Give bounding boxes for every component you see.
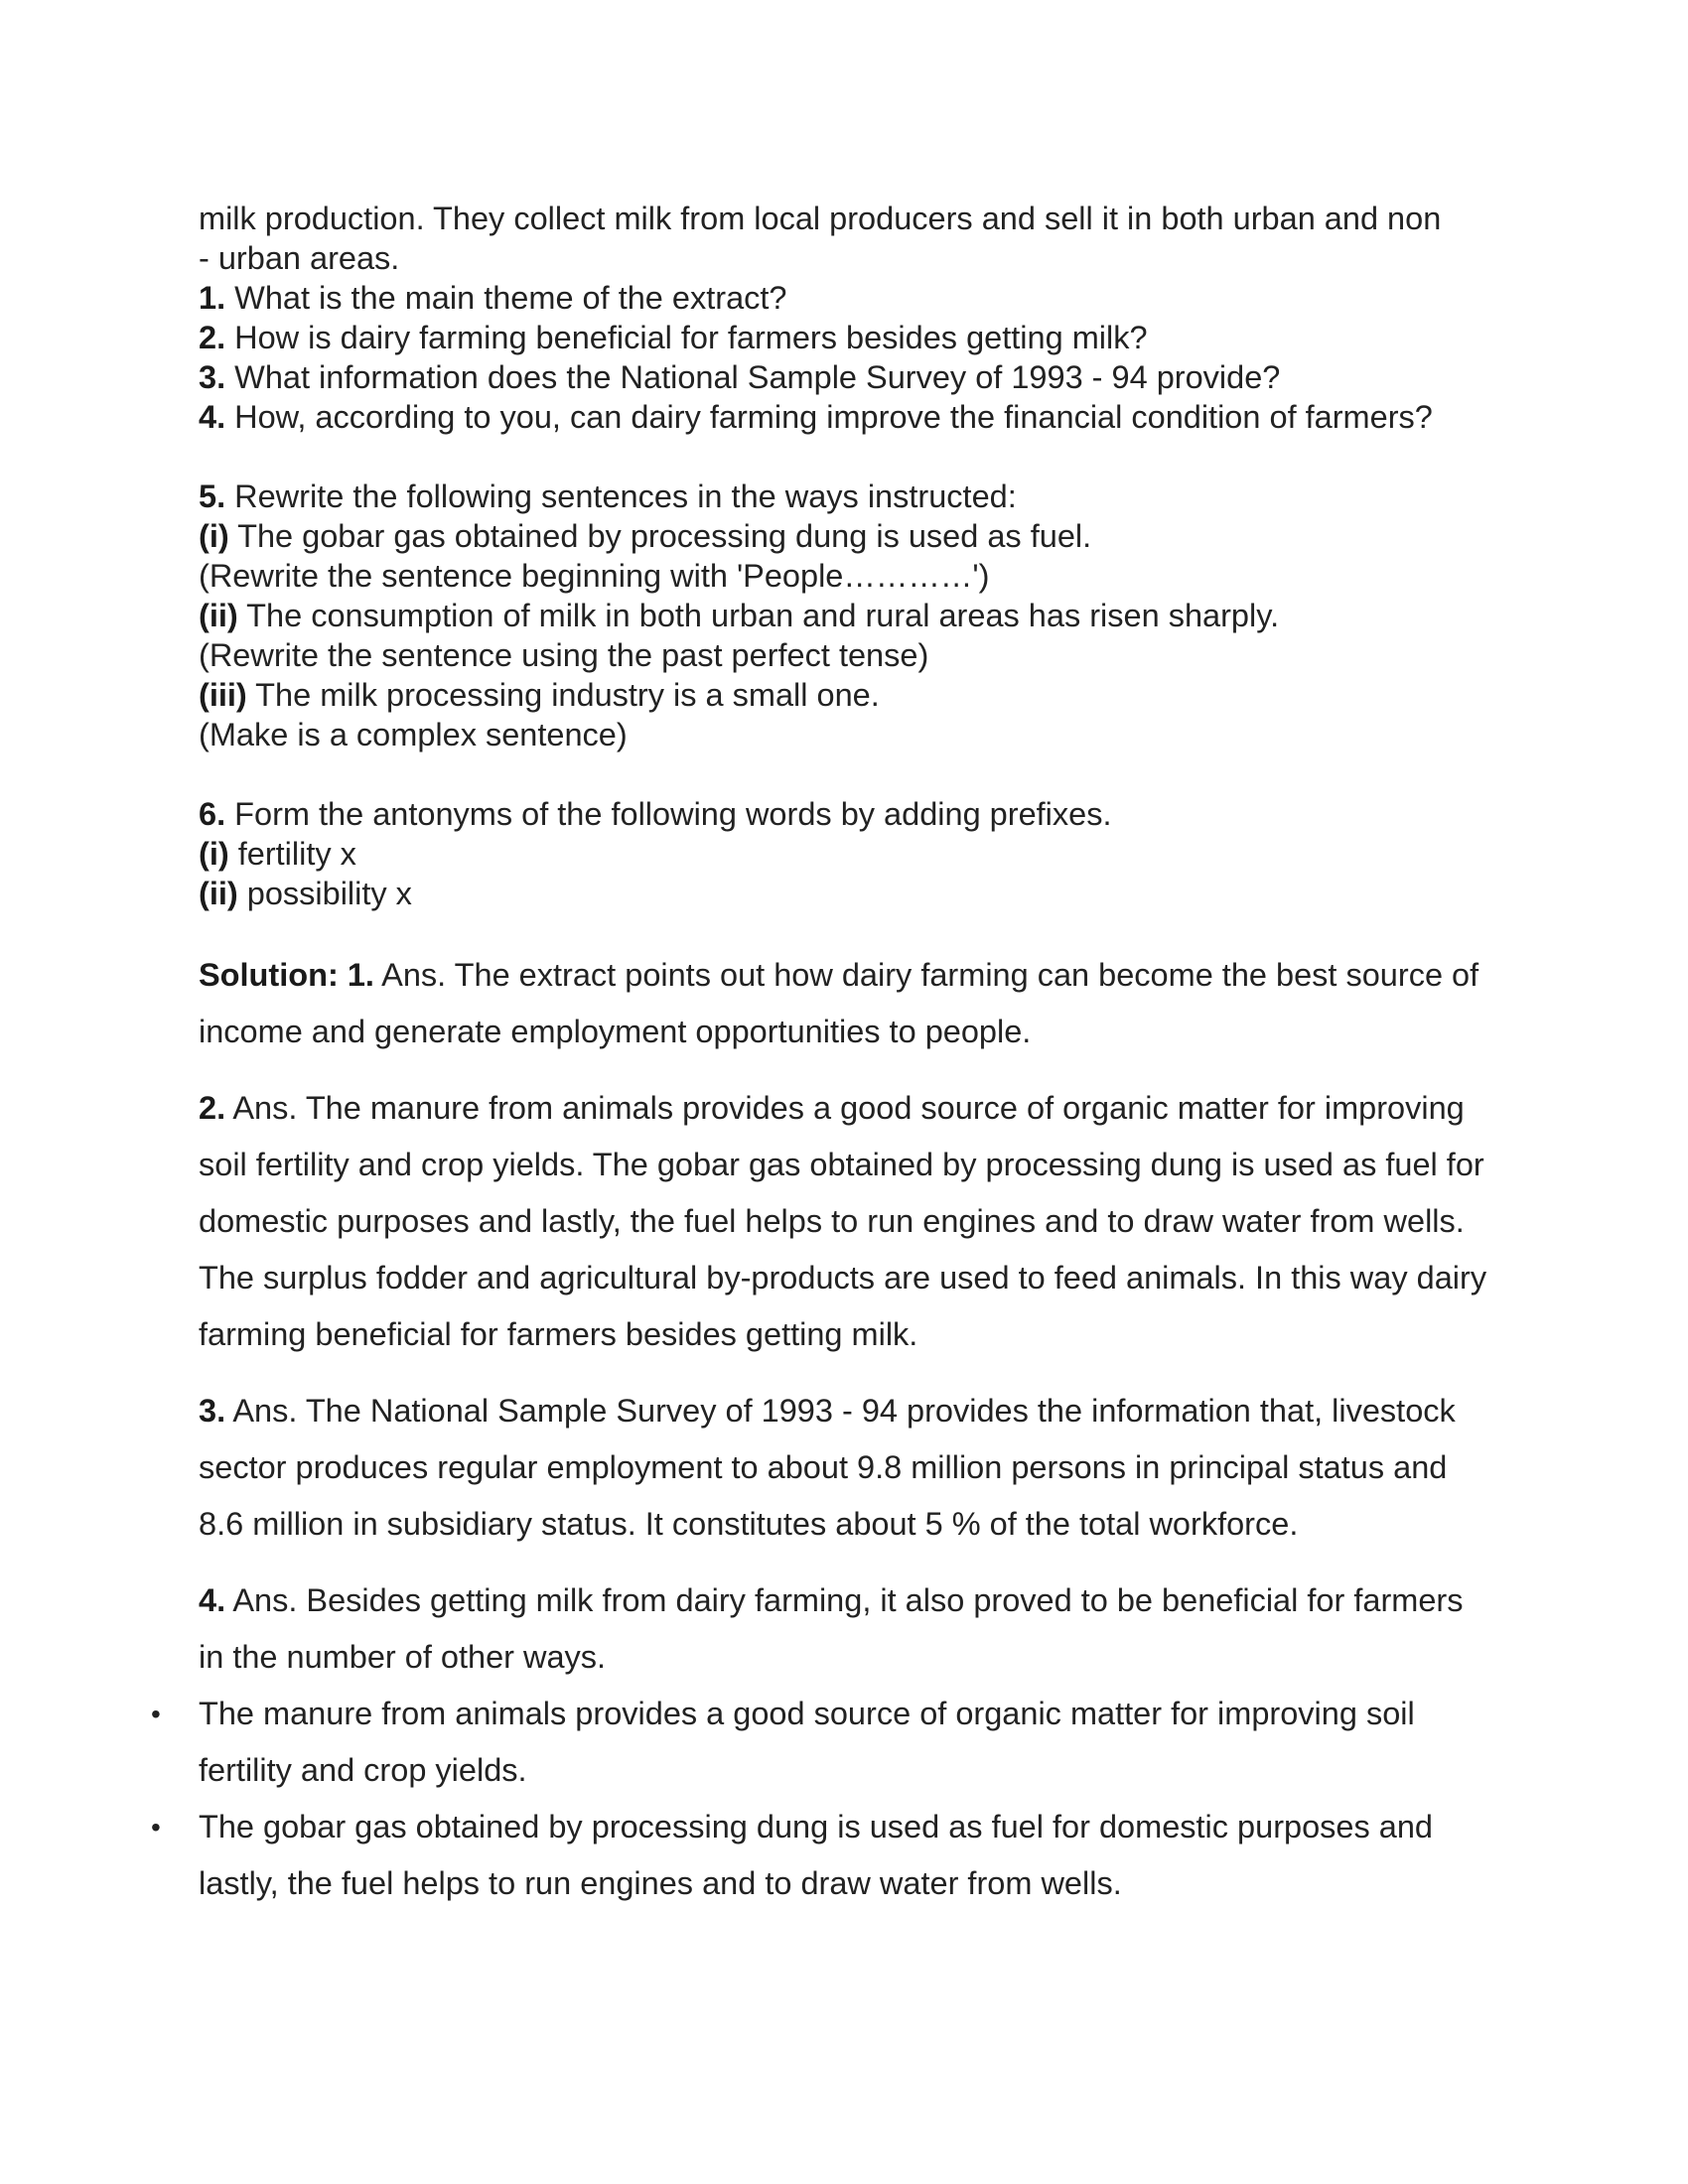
question-text: What is the main theme of the extract? bbox=[225, 280, 787, 316]
q5-item-i bbox=[199, 516, 1489, 556]
intro-line: - urban areas. bbox=[199, 240, 400, 276]
answer-text: Ans. The extract points out how dairy farming can become the best source of income and generate employment opportunities to people. bbox=[199, 957, 1479, 1049]
answer-text: Ans. The National Sample Survey of 1993 - 94 provides the information that, livestock sector produces regular employment to about 9.8 million persons in principal status and 8.6 million in subsidiary status. It constitutes about 5 % of the total workforce. bbox=[199, 1393, 1456, 1542]
questions-section bbox=[199, 199, 1489, 913]
q5-item-iii bbox=[199, 675, 1489, 715]
item-number: (iii) bbox=[199, 677, 247, 713]
question-number: 1. bbox=[199, 280, 226, 316]
solution-label: Solution: 1. bbox=[199, 957, 374, 993]
answer-3 bbox=[199, 1383, 1489, 1553]
question-text: How, according to you, can dairy farming improve the financial condition of farmers? bbox=[225, 399, 1433, 435]
item-number: (i) bbox=[199, 836, 229, 872]
item-text: fertility x bbox=[228, 836, 356, 872]
q5-item-i-instruction: (Rewrite the sentence beginning with 'People…………') bbox=[199, 558, 990, 594]
question-text: Rewrite the following sentences in the ways instructed: bbox=[225, 478, 1017, 514]
list-item bbox=[151, 1799, 1489, 1912]
question-3 bbox=[199, 357, 1489, 397]
list-item-text: The manure from animals provides a good source of organic matter for improving soil fertility and crop yields. bbox=[199, 1696, 1415, 1788]
answer-2 bbox=[199, 1080, 1489, 1363]
item-text: The gobar gas obtained by processing dung is used as fuel. bbox=[228, 518, 1092, 554]
list-item bbox=[151, 1686, 1489, 1799]
question-text: How is dairy farming beneficial for farmers besides getting milk? bbox=[225, 320, 1148, 355]
question-number: 2. bbox=[199, 320, 226, 355]
question-text: Form the antonyms of the following words by adding prefixes. bbox=[225, 796, 1112, 832]
item-number: (i) bbox=[199, 518, 229, 554]
answer-text: Ans. The manure from animals provides a good source of organic matter for improving soil fertility and crop yields. The gobar gas obtained by processing dung is used as fuel for domestic purposes and lastly, the fuel helps to run engines and to draw water from wells. The surplus fodder and agricultural by-products are used to feed animals. In this way dairy farming beneficial for farmers besides getting milk. bbox=[199, 1090, 1487, 1352]
question-number: 4. bbox=[199, 399, 226, 435]
answer-4 bbox=[199, 1572, 1489, 1686]
bullet-icon: • bbox=[151, 1812, 161, 1843]
intro-line: milk production. They collect milk from local producers and sell it in both urban and non bbox=[199, 201, 1442, 236]
item-number: (ii) bbox=[199, 876, 238, 911]
answer-number: 4. bbox=[199, 1582, 226, 1618]
question-number: 5. bbox=[199, 478, 226, 514]
question-1 bbox=[199, 278, 1489, 318]
q6-item-ii bbox=[199, 874, 1489, 913]
question-5 bbox=[199, 477, 1489, 516]
item-text: The milk processing industry is a small one. bbox=[246, 677, 880, 713]
question-2 bbox=[199, 318, 1489, 357]
q5-item-ii-instruction: (Rewrite the sentence using the past perfect tense) bbox=[199, 637, 929, 673]
bullet-icon: • bbox=[151, 1699, 161, 1729]
page-content bbox=[151, 199, 1489, 1912]
answer-number: 3. bbox=[199, 1393, 226, 1429]
item-text: The consumption of milk in both urban and rural areas has risen sharply. bbox=[237, 598, 1280, 633]
answer-number: 2. bbox=[199, 1090, 226, 1126]
q5-item-iii-instruction: (Make is a complex sentence) bbox=[199, 717, 628, 752]
question-4 bbox=[199, 397, 1489, 437]
item-number: (ii) bbox=[199, 598, 238, 633]
question-number: 3. bbox=[199, 359, 226, 395]
list-item-text: The gobar gas obtained by processing dung is used as fuel for domestic purposes and lastly, the fuel helps to run engines and to draw water from wells. bbox=[199, 1809, 1433, 1901]
question-text: What information does the National Sample Survey of 1993 - 94 provide? bbox=[225, 359, 1281, 395]
q5-item-ii bbox=[199, 596, 1489, 635]
answer-text: Ans. Besides getting milk from dairy farming, it also proved to be beneficial for farmers in the number of other ways. bbox=[199, 1582, 1464, 1675]
q6-item-i bbox=[199, 834, 1489, 874]
solution-section bbox=[151, 947, 1489, 1912]
answer-4-bullets bbox=[151, 1686, 1489, 1912]
item-text: possibility x bbox=[237, 876, 412, 911]
question-6 bbox=[199, 794, 1489, 834]
question-number: 6. bbox=[199, 796, 226, 832]
answer-1 bbox=[199, 947, 1489, 1060]
